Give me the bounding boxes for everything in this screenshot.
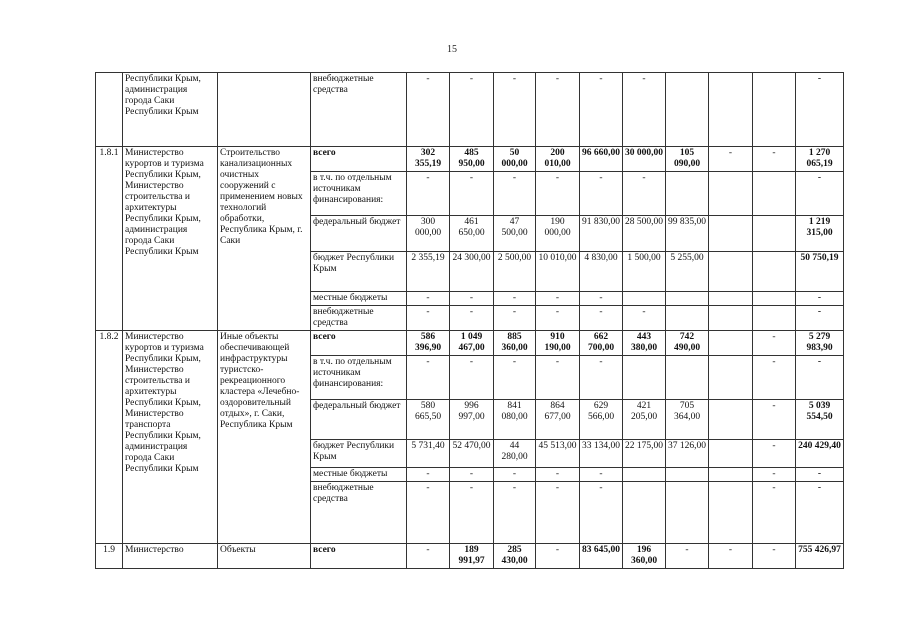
value-cell (753, 252, 796, 292)
funding-source-cell: всего (311, 147, 407, 172)
value-cell: 190 000,00 (536, 216, 580, 252)
value-cell: 285 430,00 (494, 544, 536, 569)
value-cell: 5 255,00 (666, 252, 709, 292)
value-cell: 50 000,00 (494, 147, 536, 172)
object-cell: Строительство канализационных очистных сооружений с применением новых технологий обработки, Республика Крым, г. Саки (218, 147, 311, 331)
value-cell: - (623, 306, 666, 331)
value-cell: - (536, 306, 580, 331)
value-cell: - (753, 482, 796, 544)
value-cell: - (536, 356, 580, 400)
row-index: 1.8.2 (96, 331, 123, 544)
value-cell: - (494, 73, 536, 147)
value-cell (709, 482, 753, 544)
value-cell: - (536, 482, 580, 544)
value-cell (753, 292, 796, 306)
object-cell (218, 73, 311, 147)
executor-cell: Республики Крым, администрация города Саки Республики Крым (123, 73, 218, 147)
value-cell (709, 216, 753, 252)
value-cell: - (623, 73, 666, 147)
value-cell: - (536, 468, 580, 482)
value-cell: 996 997,00 (450, 400, 494, 440)
value-cell: - (753, 544, 796, 569)
value-cell: - (796, 73, 844, 147)
value-cell: - (407, 482, 450, 544)
value-cell: 33 134,00 (580, 440, 623, 468)
value-cell: 705 364,00 (666, 400, 709, 440)
funding-source-cell: всего (311, 544, 407, 569)
value-cell: 485 950,00 (450, 147, 494, 172)
value-cell: 662 700,00 (580, 331, 623, 356)
value-cell: 841 080,00 (494, 400, 536, 440)
value-cell (753, 73, 796, 147)
value-cell (709, 252, 753, 292)
value-cell: - (623, 172, 666, 216)
value-cell: 44 280,00 (494, 440, 536, 468)
value-cell (666, 356, 709, 400)
value-cell: 421 205,00 (623, 400, 666, 440)
value-cell: - (536, 544, 580, 569)
value-cell: - (450, 306, 494, 331)
value-cell: - (796, 306, 844, 331)
value-cell: - (450, 482, 494, 544)
value-cell (709, 400, 753, 440)
value-cell: - (407, 356, 450, 400)
value-cell: 22 175,00 (623, 440, 666, 468)
value-cell: 629 566,00 (580, 400, 623, 440)
value-cell: - (709, 147, 753, 172)
value-cell: 196 360,00 (623, 544, 666, 569)
value-cell: 52 470,00 (450, 440, 494, 468)
value-cell: 99 835,00 (666, 216, 709, 252)
value-cell: - (494, 306, 536, 331)
value-cell: - (450, 468, 494, 482)
value-cell (753, 306, 796, 331)
funding-source-cell: внебюджетные средства (311, 73, 407, 147)
value-cell: 105 090,00 (666, 147, 709, 172)
funding-source-cell: местные бюджеты (311, 468, 407, 482)
value-cell: 189 991,97 (450, 544, 494, 569)
page-number: 15 (447, 44, 457, 55)
value-cell: - (753, 331, 796, 356)
value-cell (709, 306, 753, 331)
value-cell: - (796, 468, 844, 482)
value-cell: - (580, 292, 623, 306)
value-cell: 1 270 065,19 (796, 147, 844, 172)
value-cell (666, 73, 709, 147)
value-cell: 586 396,90 (407, 331, 450, 356)
value-cell: - (796, 482, 844, 544)
value-cell (623, 356, 666, 400)
value-cell: 5 279 983,90 (796, 331, 844, 356)
value-cell: 755 426,97 (796, 544, 844, 569)
value-cell: - (580, 482, 623, 544)
funding-source-cell: федеральный бюджет (311, 400, 407, 440)
object-cell: Иные объекты обеспечивающей инфраструктуры туристско-рекреационного кластера «Лечебно-оздоровительный отдых», г. Саки, Республика Крым (218, 331, 311, 544)
value-cell: - (709, 544, 753, 569)
value-cell: 30 000,00 (623, 147, 666, 172)
table-row (96, 544, 844, 569)
value-cell: 5 039 554,50 (796, 400, 844, 440)
funding-source-cell: внебюджетные средства (311, 306, 407, 331)
value-cell: - (580, 306, 623, 331)
value-cell (666, 306, 709, 331)
funding-source-cell: федеральный бюджет (311, 216, 407, 252)
value-cell: - (666, 544, 709, 569)
value-cell (709, 331, 753, 356)
value-cell: - (450, 172, 494, 216)
value-cell: - (536, 73, 580, 147)
value-cell: - (407, 73, 450, 147)
funding-source-cell: внебюджетные средства (311, 482, 407, 544)
row-index: 1.8.1 (96, 147, 123, 331)
funding-source-cell: в т.ч. по отдельным источникам финансирования: (311, 172, 407, 216)
value-cell: - (536, 172, 580, 216)
funding-source-cell: бюджет Республики Крым (311, 440, 407, 468)
value-cell: - (494, 172, 536, 216)
value-cell: 96 660,00 (580, 147, 623, 172)
value-cell: - (753, 440, 796, 468)
table-row (96, 147, 844, 172)
value-cell (709, 292, 753, 306)
value-cell: 1 219 315,00 (796, 216, 844, 252)
value-cell: 240 429,40 (796, 440, 844, 468)
value-cell (666, 482, 709, 544)
funding-source-cell: местные бюджеты (311, 292, 407, 306)
value-cell: 83 645,00 (580, 544, 623, 569)
value-cell: - (796, 292, 844, 306)
value-cell: - (494, 482, 536, 544)
value-cell (623, 292, 666, 306)
value-cell: 300 000,00 (407, 216, 450, 252)
value-cell: 24 300,00 (450, 252, 494, 292)
value-cell: - (450, 356, 494, 400)
value-cell: 2 500,00 (494, 252, 536, 292)
value-cell (709, 468, 753, 482)
value-cell: - (796, 356, 844, 400)
budget-table (95, 72, 844, 569)
value-cell: 443 380,00 (623, 331, 666, 356)
value-cell (666, 292, 709, 306)
executor-cell: Министерство курортов и туризма Республики Крым, Министерство строительства и архитектуры Республики Крым, Министерство транспорта Республики Крым, администрация города Саки Республики Крым (123, 331, 218, 544)
value-cell: 200 010,00 (536, 147, 580, 172)
value-cell: - (407, 172, 450, 216)
value-cell: - (407, 306, 450, 331)
value-cell: - (494, 292, 536, 306)
value-cell: 47 500,00 (494, 216, 536, 252)
table-row (96, 73, 844, 147)
value-cell: - (536, 292, 580, 306)
value-cell: 28 500,00 (623, 216, 666, 252)
value-cell: 864 677,00 (536, 400, 580, 440)
row-index (96, 73, 123, 147)
value-cell: 91 830,00 (580, 216, 623, 252)
row-index: 1.9 (96, 544, 123, 569)
value-cell: - (753, 400, 796, 440)
value-cell: - (753, 356, 796, 400)
value-cell: - (407, 468, 450, 482)
value-cell: - (753, 468, 796, 482)
value-cell: 742 490,00 (666, 331, 709, 356)
value-cell: 45 513,00 (536, 440, 580, 468)
value-cell: - (796, 172, 844, 216)
value-cell: 50 750,19 (796, 252, 844, 292)
value-cell: 5 731,40 (407, 440, 450, 468)
funding-source-cell: бюджет Республики Крым (311, 252, 407, 292)
value-cell: 885 360,00 (494, 331, 536, 356)
value-cell: - (753, 147, 796, 172)
value-cell: - (407, 544, 450, 569)
value-cell (709, 73, 753, 147)
object-cell: Объекты (218, 544, 311, 569)
value-cell: 910 190,00 (536, 331, 580, 356)
value-cell: 1 500,00 (623, 252, 666, 292)
value-cell: 4 830,00 (580, 252, 623, 292)
value-cell: 580 665,50 (407, 400, 450, 440)
value-cell (753, 216, 796, 252)
value-cell: - (450, 73, 494, 147)
executor-cell: Министерство курортов и туризма Республики Крым, Министерство строительства и архитектуры Республики Крым, администрация города Саки Республики Крым (123, 147, 218, 331)
value-cell (666, 468, 709, 482)
value-cell: 10 010,00 (536, 252, 580, 292)
value-cell: - (580, 356, 623, 400)
value-cell: 302 355,19 (407, 147, 450, 172)
value-cell (709, 440, 753, 468)
table-row (96, 331, 844, 356)
value-cell (623, 468, 666, 482)
value-cell (666, 172, 709, 216)
value-cell: - (494, 356, 536, 400)
value-cell (623, 482, 666, 544)
value-cell: - (494, 468, 536, 482)
value-cell: - (580, 73, 623, 147)
executor-cell: Министерство (123, 544, 218, 569)
value-cell (709, 172, 753, 216)
value-cell: - (580, 172, 623, 216)
value-cell: - (407, 292, 450, 306)
value-cell: 37 126,00 (666, 440, 709, 468)
funding-source-cell: в т.ч. по отдельным источникам финансирования: (311, 356, 407, 400)
value-cell: 461 650,00 (450, 216, 494, 252)
value-cell: - (450, 292, 494, 306)
value-cell (709, 356, 753, 400)
value-cell: 2 355,19 (407, 252, 450, 292)
value-cell (753, 172, 796, 216)
value-cell: - (580, 468, 623, 482)
value-cell: 1 049 467,00 (450, 331, 494, 356)
funding-source-cell: всего (311, 331, 407, 356)
